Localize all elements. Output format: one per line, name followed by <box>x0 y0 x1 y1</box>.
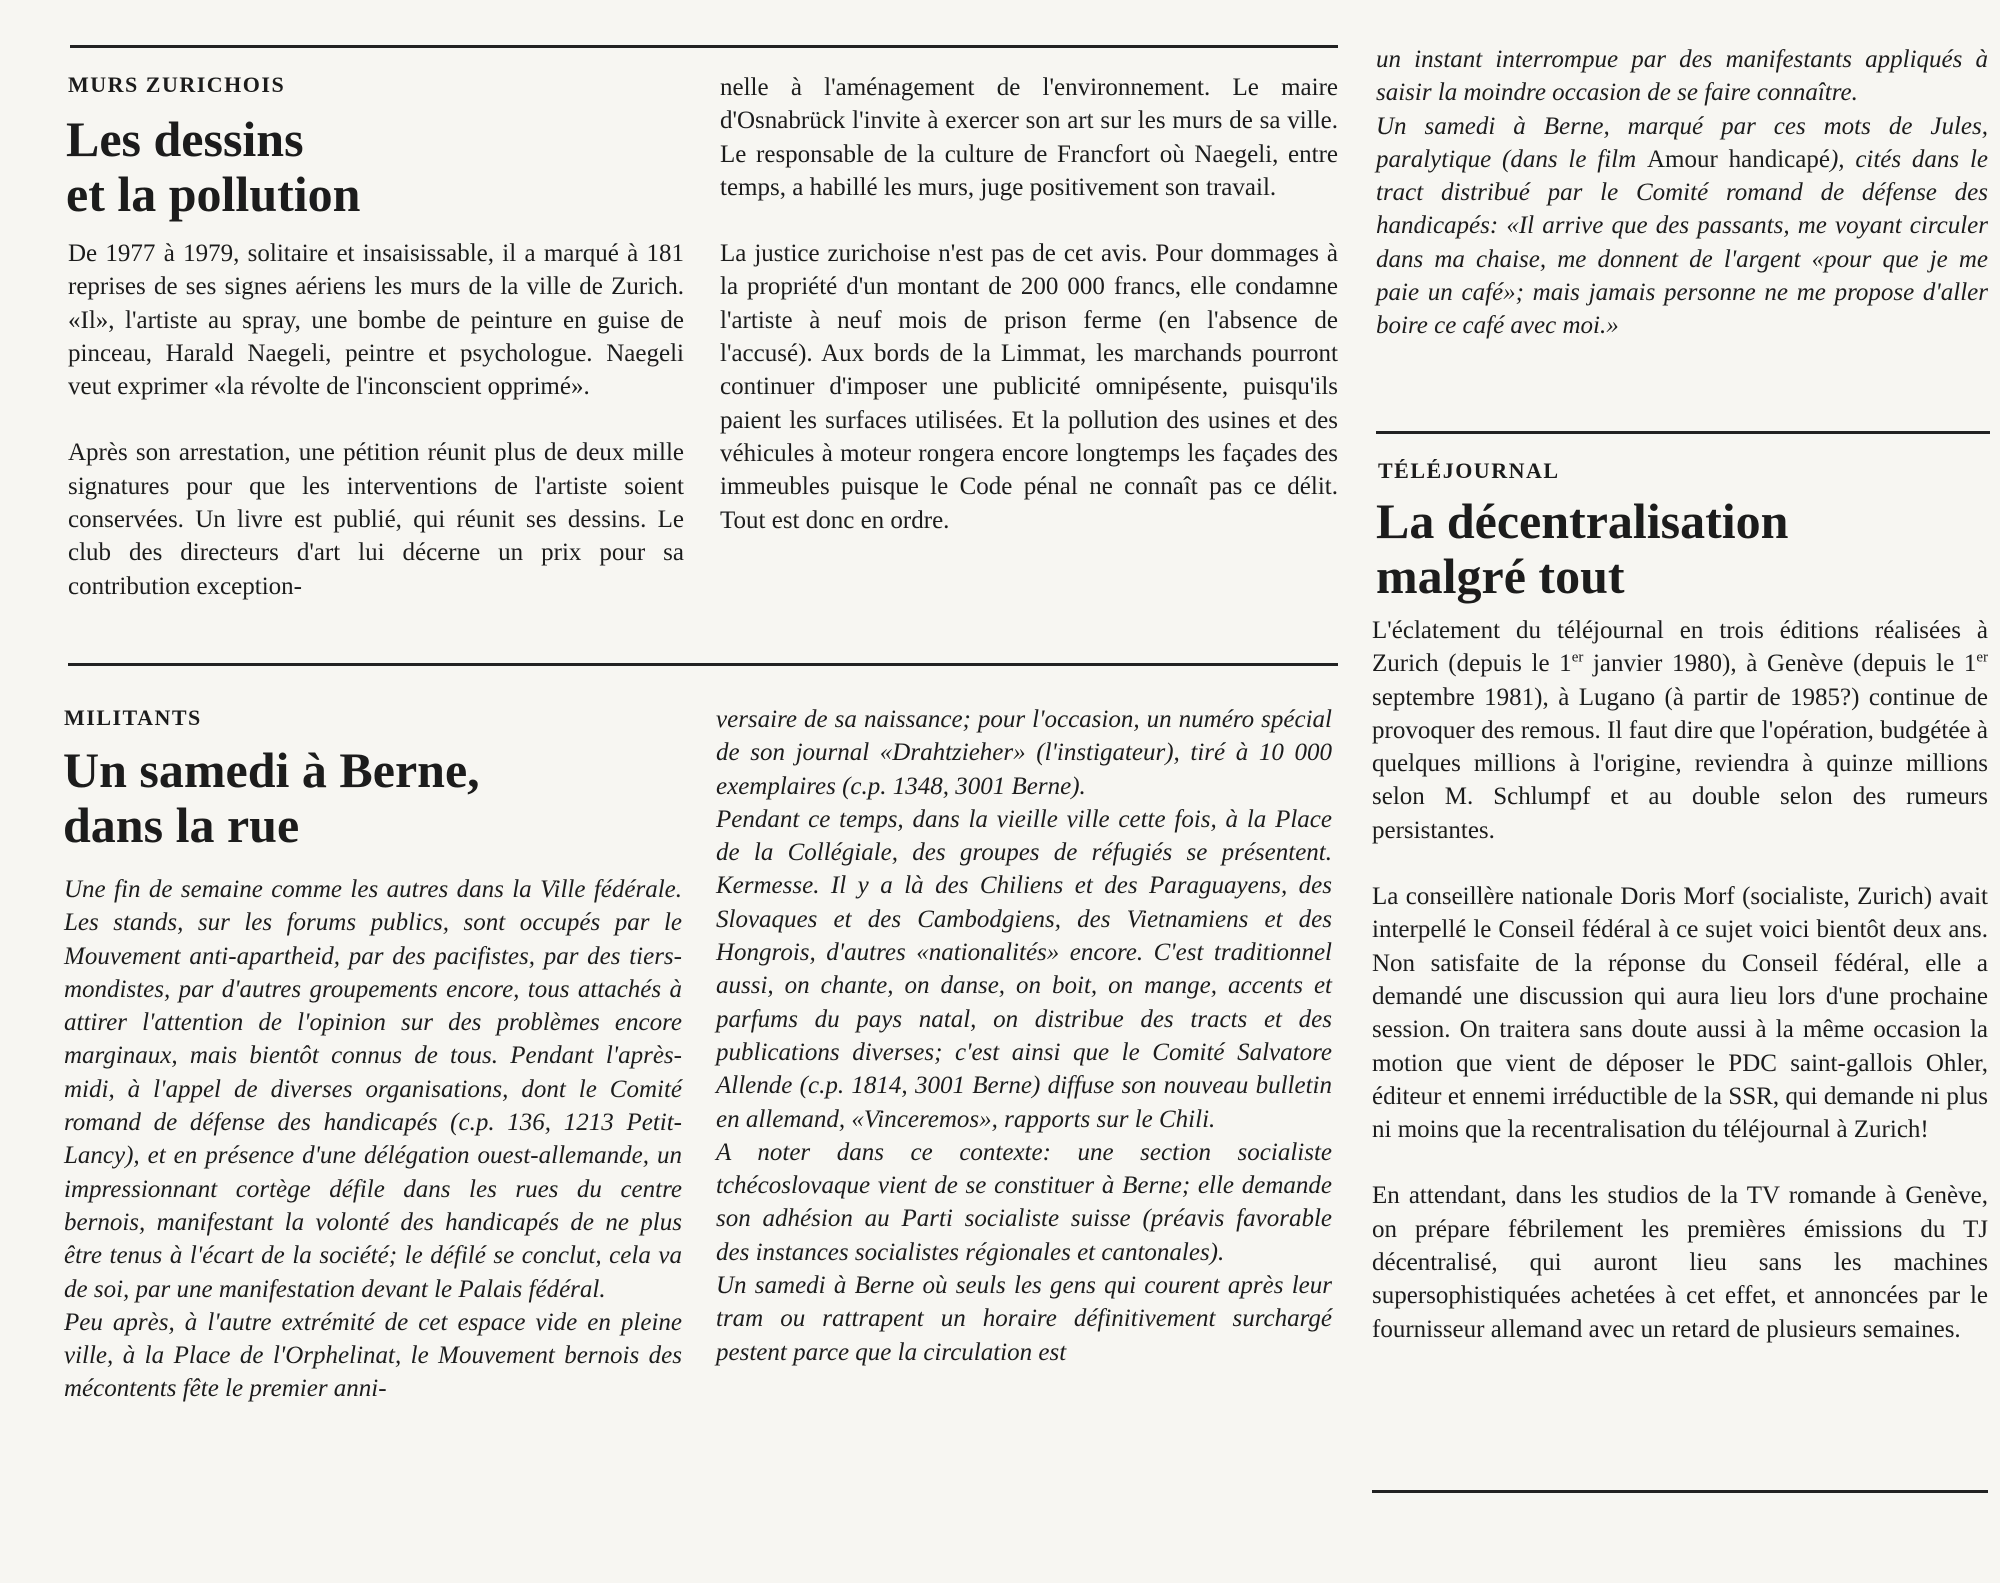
headline-militants-line2: dans la rue <box>63 797 300 853</box>
telejournal-paragraph-1-part-c: septembre 1981), à Lugano (à partir de 1985?) continue de provoquer des remous. Il faut dire que l'opération, budgétée à quelques millions à l'origine, reviendra à quinze millions selon M. Schlumpf et au double selon des rumeurs persistantes. <box>1372 683 1988 844</box>
murs-column-1 <box>68 237 684 603</box>
militants-paragraph-2: Peu après, à l'autre extrémité de cet espace vide en pleine ville, à la Place de l'Orphelinat, le Mouvement bernois des mécontents fête le premier anni- <box>64 1308 682 1403</box>
middle-rule <box>68 663 1338 666</box>
militants-paragraph-3: versaire de sa naissance; pour l'occasion, un numéro spécial de son journal «Drahtzieher» (l'instigateur), tiré à 10 000 exemplaires (c.p. 1348, 3001 Berne). <box>716 706 1332 800</box>
militants-column-3 <box>1376 43 1988 343</box>
murs-paragraph-3: nelle à l'aménagement de l'environnement. Le maire d'Osnabrück l'invite à exercer son art sur les murs de sa ville. Le responsable de la culture de Francfort où Naegeli, entre temps, a habillé les murs, juge positivement son travail. <box>720 74 1338 201</box>
militants-paragraph-8 <box>1376 110 1988 343</box>
headline-telejournal-line2: malgré tout <box>1376 548 1625 604</box>
militants-paragraph-7: un instant interrompue par des manifestants appliqués à saisir la moindre occasion de se faire connaître. <box>1376 46 1988 107</box>
right-rule-upper <box>1376 431 1990 434</box>
murs-paragraph-1: De 1977 à 1979, solitaire et insaisissable, il a marqué à 181 reprises de ses signes aériens les murs de la ville de Zurich. «Il», l'artiste au spray, une bombe de peinture en guise de pinceau, Harald Naegeli, peintre et psychologue. Naegeli veut exprimer «la révolte de l'inconscient opprimé». <box>68 240 684 401</box>
militants-paragraph-4: Pendant ce temps, dans la vieille ville cette fois, à la Place de la Collégiale, des groupes de réfugiés se présentent. Kermesse. Il y a là des Chiliens et des Paraguayens, des Slovaques et des Cambodgiens, des Vietnamiens et des Hongrois, d'autres «nationalités» encore. C'est traditionnel aussi, on chante, on danse, on boit, on mange, accents et parfums du pays natal, on distribue des tracts et des publications diverses; c'est ainsi que le Comité Salvatore Allende (c.p. 1814, 3001 Berne) diffuse son nouveau bulletin en allemand, «Vinceremos», rapports sur le Chili. <box>716 805 1332 1133</box>
headline-militants <box>63 743 480 853</box>
murs-paragraph-2: Après son arrestation, une pétition réunit plus de deux mille signatures pour que les interventions de l'artiste soient conservées. Un livre est publié, qui réunit ses dessins. Le club des directeurs d'art lui décerne un prix pour sa contribution exception- <box>68 439 684 600</box>
film-title: Amour handicapé <box>1646 145 1830 173</box>
militants-paragraph-8-part-a: Un samedi à Berne, marqué par ces mots de Jules, paralytique (dans le film <box>1376 112 1988 173</box>
top-rule <box>70 45 1338 48</box>
headline-murs-line2: et la pollution <box>66 166 361 222</box>
militants-paragraph-8-part-b: ), cités dans le tract distribué par le Comité romand de défense des handicapés: «Il arrive que des passants, me voyant circuler dans ma chaise, me donnent de l'argent «pour que je me paie un café»; mais jamais personne ne me propose d'aller boire ce café avec moi.» <box>1376 145 1989 340</box>
telejournal-paragraph-1-part-a: L'éclatement du téléjournal en trois éditions réalisées à Zurich (depuis le 1 <box>1372 617 1988 678</box>
kicker-telejournal: TÉLÉJOURNAL <box>1378 458 1560 483</box>
murs-column-2 <box>720 71 1338 537</box>
telejournal-paragraph-2: La conseillère nationale Doris Morf (socialiste, Zurich) avait interpellé le Conseil fédéral à ce sujet voici bientôt deux ans. Non satisfaite de la réponse du Conseil fédéral, elle a demandé une discussion qui aura lieu lors d'une prochaine session. On traitera sans doute aussi à la même occasion la motion que vient de déposer le PDC saint-gallois Ohler, éditeur et ennemi irréductible de la SSR, qui demande ni plus ni moins que la recentralisation du téléjournal à Zurich! <box>1372 883 1988 1144</box>
ordinal-superscript-1: er <box>1571 649 1584 666</box>
kicker-murs: MURS ZURICHOIS <box>68 72 286 97</box>
headline-telejournal-line1: La décentralisation <box>1376 493 1789 549</box>
kicker-militants: MILITANTS <box>64 705 202 730</box>
telejournal-paragraph-1 <box>1372 614 1988 847</box>
telejournal-column <box>1372 614 1988 1346</box>
militants-paragraph-6: Un samedi à Berne où seuls les gens qui courent après leur tram ou rattrapent un horaire définitivement surchargé pestent parce que la circulation est <box>716 1272 1332 1366</box>
headline-murs-line1: Les dessins <box>66 111 304 167</box>
ordinal-superscript-2: er <box>1976 649 1989 666</box>
headline-murs <box>66 112 360 222</box>
militants-paragraph-1: Une fin de semaine comme les autres dans la Ville fédérale. Les stands, sur les forums publics, sont occupés par le Mouvement anti-apartheid, par des pacifistes, par des tiers-mondistes, par d'autres groupements encore, tous attachés à attirer l'attention de l'opinion sur des problèmes encore marginaux, mais bientôt connus de tous. Pendant l'après-midi, à l'appel de diverses organisations, dont le Comité romand de défense des handicapés (c.p. 136, 1213 Petit-Lancy), et en présence d'une délégation ouest-allemande, un impressionnant cortège défile dans les rues du centre bernois, manifestant la volonté des handicapés de ne plus être tenus à l'écart de la société; le défilé se conclut, cela va de soi, par une manifestation devant le Palais fédéral. <box>64 876 682 1303</box>
telejournal-paragraph-1-part-b: janvier 1980), à Genève (depuis le 1 <box>1583 650 1977 678</box>
murs-paragraph-4: La justice zurichoise n'est pas de cet avis. Pour dommages à la propriété d'un montant de 200 000 francs, elle condamne l'artiste à neuf mois de prison ferme (en l'absence de l'accusé). Aux bords de la Limmat, les marchands pourront continuer d'imposer une publicité omnipésente, puisqu'ils paient les surfaces utilisées. Et la pollution des usines et des véhicules à moteur rongera encore longtemps les façades des immeubles puisque le Code pénal ne connaît pas ce délit. Tout est donc en ordre. <box>720 240 1338 534</box>
right-rule-lower <box>1372 1490 1988 1493</box>
militants-column-1 <box>64 873 682 1406</box>
headline-telejournal <box>1376 494 1788 604</box>
militants-column-2 <box>716 703 1332 1369</box>
headline-militants-line1: Un samedi à Berne, <box>63 742 480 798</box>
militants-paragraph-5: A noter dans ce contexte: une section socialiste tchécoslovaque vient de se constituer à Berne; elle demande son adhésion au Parti socialiste suisse (préavis favorable des instances socialistes régionales et cantonales). <box>716 1138 1332 1266</box>
telejournal-paragraph-3: En attendant, dans les studios de la TV romande à Genève, on prépare fébrilement les premières émissions du TJ décentralisé, qui auront lieu sans les machines supersophistiquées achetées à cet effet, et annoncées par le fournisseur allemand avec un retard de plusieurs semaines. <box>1372 1182 1988 1343</box>
